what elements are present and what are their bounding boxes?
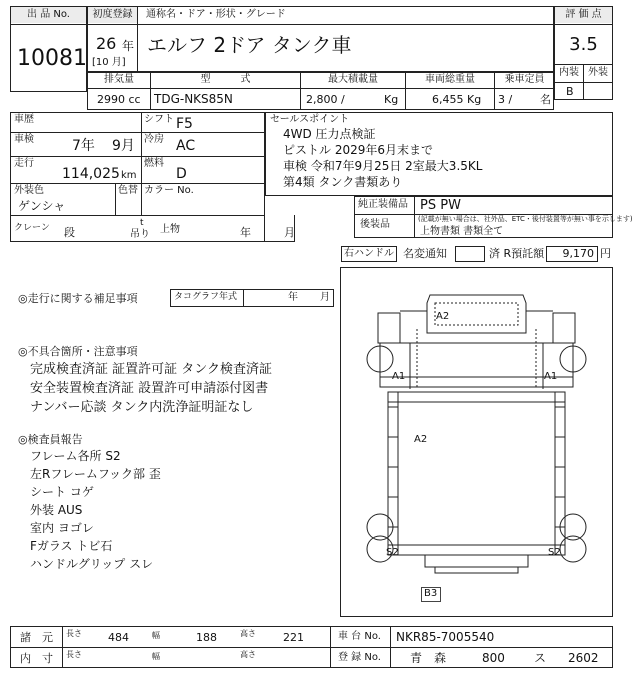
- displacement-value: 2990 cc: [97, 93, 141, 106]
- sales-label: セールスポイント: [270, 114, 350, 125]
- exterior-grade-label: 外装: [588, 67, 608, 78]
- name-change-box: [455, 246, 485, 262]
- reg-class: 800: [482, 651, 505, 665]
- diagram-mark-a2-cargo: A2: [414, 434, 428, 445]
- capacity-value: 3 /: [498, 93, 513, 106]
- lot-label: 出 品 No.: [11, 7, 86, 23]
- crane-ton: t: [140, 218, 144, 228]
- aftermarket-value: 上物書類 書類全て: [420, 226, 504, 237]
- displacement-label: 排気量: [104, 74, 134, 85]
- diagram-mark-b3: B3: [421, 587, 441, 602]
- shift-value: F5: [176, 116, 193, 132]
- inspector-line-1: フレーム各所 S2: [30, 449, 121, 463]
- lift-label: 上物: [160, 224, 180, 235]
- inspector-line-7: ハンドルグリップ スレ: [30, 557, 154, 571]
- crane-stage: 段: [64, 226, 75, 239]
- aftermarket-label: 後装品: [360, 219, 390, 230]
- lift-year: 年: [240, 226, 251, 239]
- mileage-unit: km: [121, 170, 137, 181]
- inspector-line-6: Fガラス トビ石: [30, 539, 113, 553]
- recycle-amount: 9,170: [562, 247, 594, 260]
- in-width-label: 幅: [152, 652, 160, 661]
- model-code-label: 型 式: [200, 74, 251, 85]
- width-value: 188: [196, 631, 217, 644]
- sales-line-1: 4WD 圧力点検証: [283, 127, 376, 141]
- mileage-label: 走行: [14, 158, 34, 169]
- color-code-label: カラー No.: [144, 185, 194, 196]
- driving-notes-label: ◎走行に関する補足事項: [18, 292, 138, 305]
- first-reg-month: [10 月]: [92, 57, 126, 68]
- defect-line-1: 完成検査済証 証置許可証 タンク検査済証: [30, 362, 273, 377]
- inspection-month: 9月: [112, 138, 135, 154]
- ac-label: 冷房: [144, 134, 164, 145]
- tachograph-year: 年: [288, 292, 298, 303]
- reg-label: 登 録 No.: [338, 652, 381, 663]
- fuel-label: 燃料: [144, 158, 164, 169]
- capacity-label: 乗車定員: [504, 74, 545, 85]
- inspector-line-4: 外装 AUS: [30, 503, 83, 517]
- mileage-value: 114,025: [62, 166, 120, 182]
- in-length-label: 長さ: [66, 650, 82, 659]
- gvw-value: 6,455 Kg: [432, 93, 482, 106]
- truck-diagram: [340, 267, 613, 617]
- name-change-label: 名変通知: [403, 247, 447, 260]
- lift-month: 月: [284, 226, 295, 239]
- inspector-line-3: シート コゲ: [30, 485, 94, 499]
- score-label: 評 価 点: [555, 7, 612, 23]
- ext-color-value: ゲンシャ: [18, 199, 66, 213]
- sales-line-4: 第4類 タンク書類あり: [283, 175, 403, 189]
- inspector-line-5: 室内 ヨゴレ: [30, 521, 94, 535]
- interior-grade-label: 内装: [559, 67, 579, 78]
- dims-label: 諸 元: [20, 631, 53, 644]
- interior-dims-label: 内 寸: [20, 652, 53, 665]
- inspection-year: 7年: [72, 138, 95, 154]
- length-value: 484: [108, 631, 129, 644]
- defect-line-3: ナンバー応談 タンク内洗浄証明証なし: [30, 400, 254, 415]
- year-unit: 年: [122, 39, 135, 53]
- fuel-value: D: [176, 166, 187, 182]
- tachograph-month: 月: [320, 292, 330, 303]
- score-value: 3.5: [569, 34, 598, 55]
- capacity-unit: 名: [540, 93, 551, 106]
- length-label: 長さ: [66, 629, 82, 638]
- max-load-label: 最大積載量: [328, 74, 378, 85]
- in-height-label: 高さ: [240, 650, 256, 659]
- diagram-mark-a1-left: A1: [392, 371, 406, 382]
- chassis-number: NKR85-7005540: [396, 630, 495, 644]
- sales-line-3: 車検 令和7年9月25日 2室最大3.5KL: [283, 159, 483, 173]
- reg-area: 青 森: [410, 651, 447, 665]
- reg-kana: ス: [534, 651, 547, 665]
- inspector-label: ◎検査員報告: [18, 433, 83, 446]
- tachograph-label: タコグラフ年式: [174, 292, 238, 302]
- diagram-mark-s2-right: S2: [548, 547, 561, 558]
- right-hand-flag: 右ハンドル: [344, 248, 394, 259]
- name-label: 通称名・ドア・形状・グレード: [146, 9, 286, 20]
- ac-value: AC: [176, 138, 196, 154]
- recycle-label: 済 R預託額: [489, 247, 545, 260]
- equipment-label: 純正装備品: [358, 199, 408, 210]
- reg-number: 2602: [568, 651, 599, 665]
- diagram-mark-a1-right: A1: [544, 371, 558, 382]
- aftermarket-note: (記載が無い場合は、社外品、ETC・後付装置等が無い事を示します): [418, 215, 633, 223]
- color-change-label: 色替: [118, 185, 138, 196]
- gvw-label: 車両総重量: [425, 74, 475, 85]
- shift-label: シフト: [144, 114, 174, 125]
- history-label: 車歴: [14, 114, 34, 125]
- inspection-label: 車検: [14, 134, 34, 145]
- chassis-label: 車 台 No.: [338, 631, 381, 642]
- defects-label: ◎不具合箇所・注意事項: [18, 345, 138, 358]
- lot-number: 10081: [17, 46, 87, 71]
- equipment-value: PS PW: [420, 198, 461, 213]
- max-load-value: 2,800 /: [306, 93, 345, 106]
- defect-line-2: 安全装置検査済証 設置許可申請添付図書: [30, 381, 269, 396]
- ext-color-label: 外装色: [14, 185, 44, 196]
- model-code-value: TDG-NKS85N: [154, 92, 233, 106]
- first-reg-label: 初度登録: [88, 7, 137, 23]
- crane-label: クレーン: [14, 223, 50, 233]
- inspector-line-2: 左Rフレームフック部 歪: [30, 467, 161, 481]
- diagram-mark-s2-left: S2: [386, 547, 399, 558]
- interior-grade: B: [566, 85, 574, 98]
- sales-line-2: ピストル 2029年6月末まで: [283, 143, 433, 157]
- crane-row: [10, 215, 295, 242]
- first-reg-year: 26: [96, 34, 117, 53]
- height-label: 高さ: [240, 629, 256, 638]
- height-value: 221: [283, 631, 304, 644]
- max-load-unit: Kg: [384, 93, 399, 106]
- recycle-unit: 円: [600, 247, 611, 260]
- crane-hang: 吊り: [130, 229, 150, 240]
- model-name: エルフ 2ドア タンク車: [147, 33, 352, 57]
- width-label: 幅: [152, 631, 160, 640]
- diagram-mark-a2-cab: A2: [436, 311, 450, 322]
